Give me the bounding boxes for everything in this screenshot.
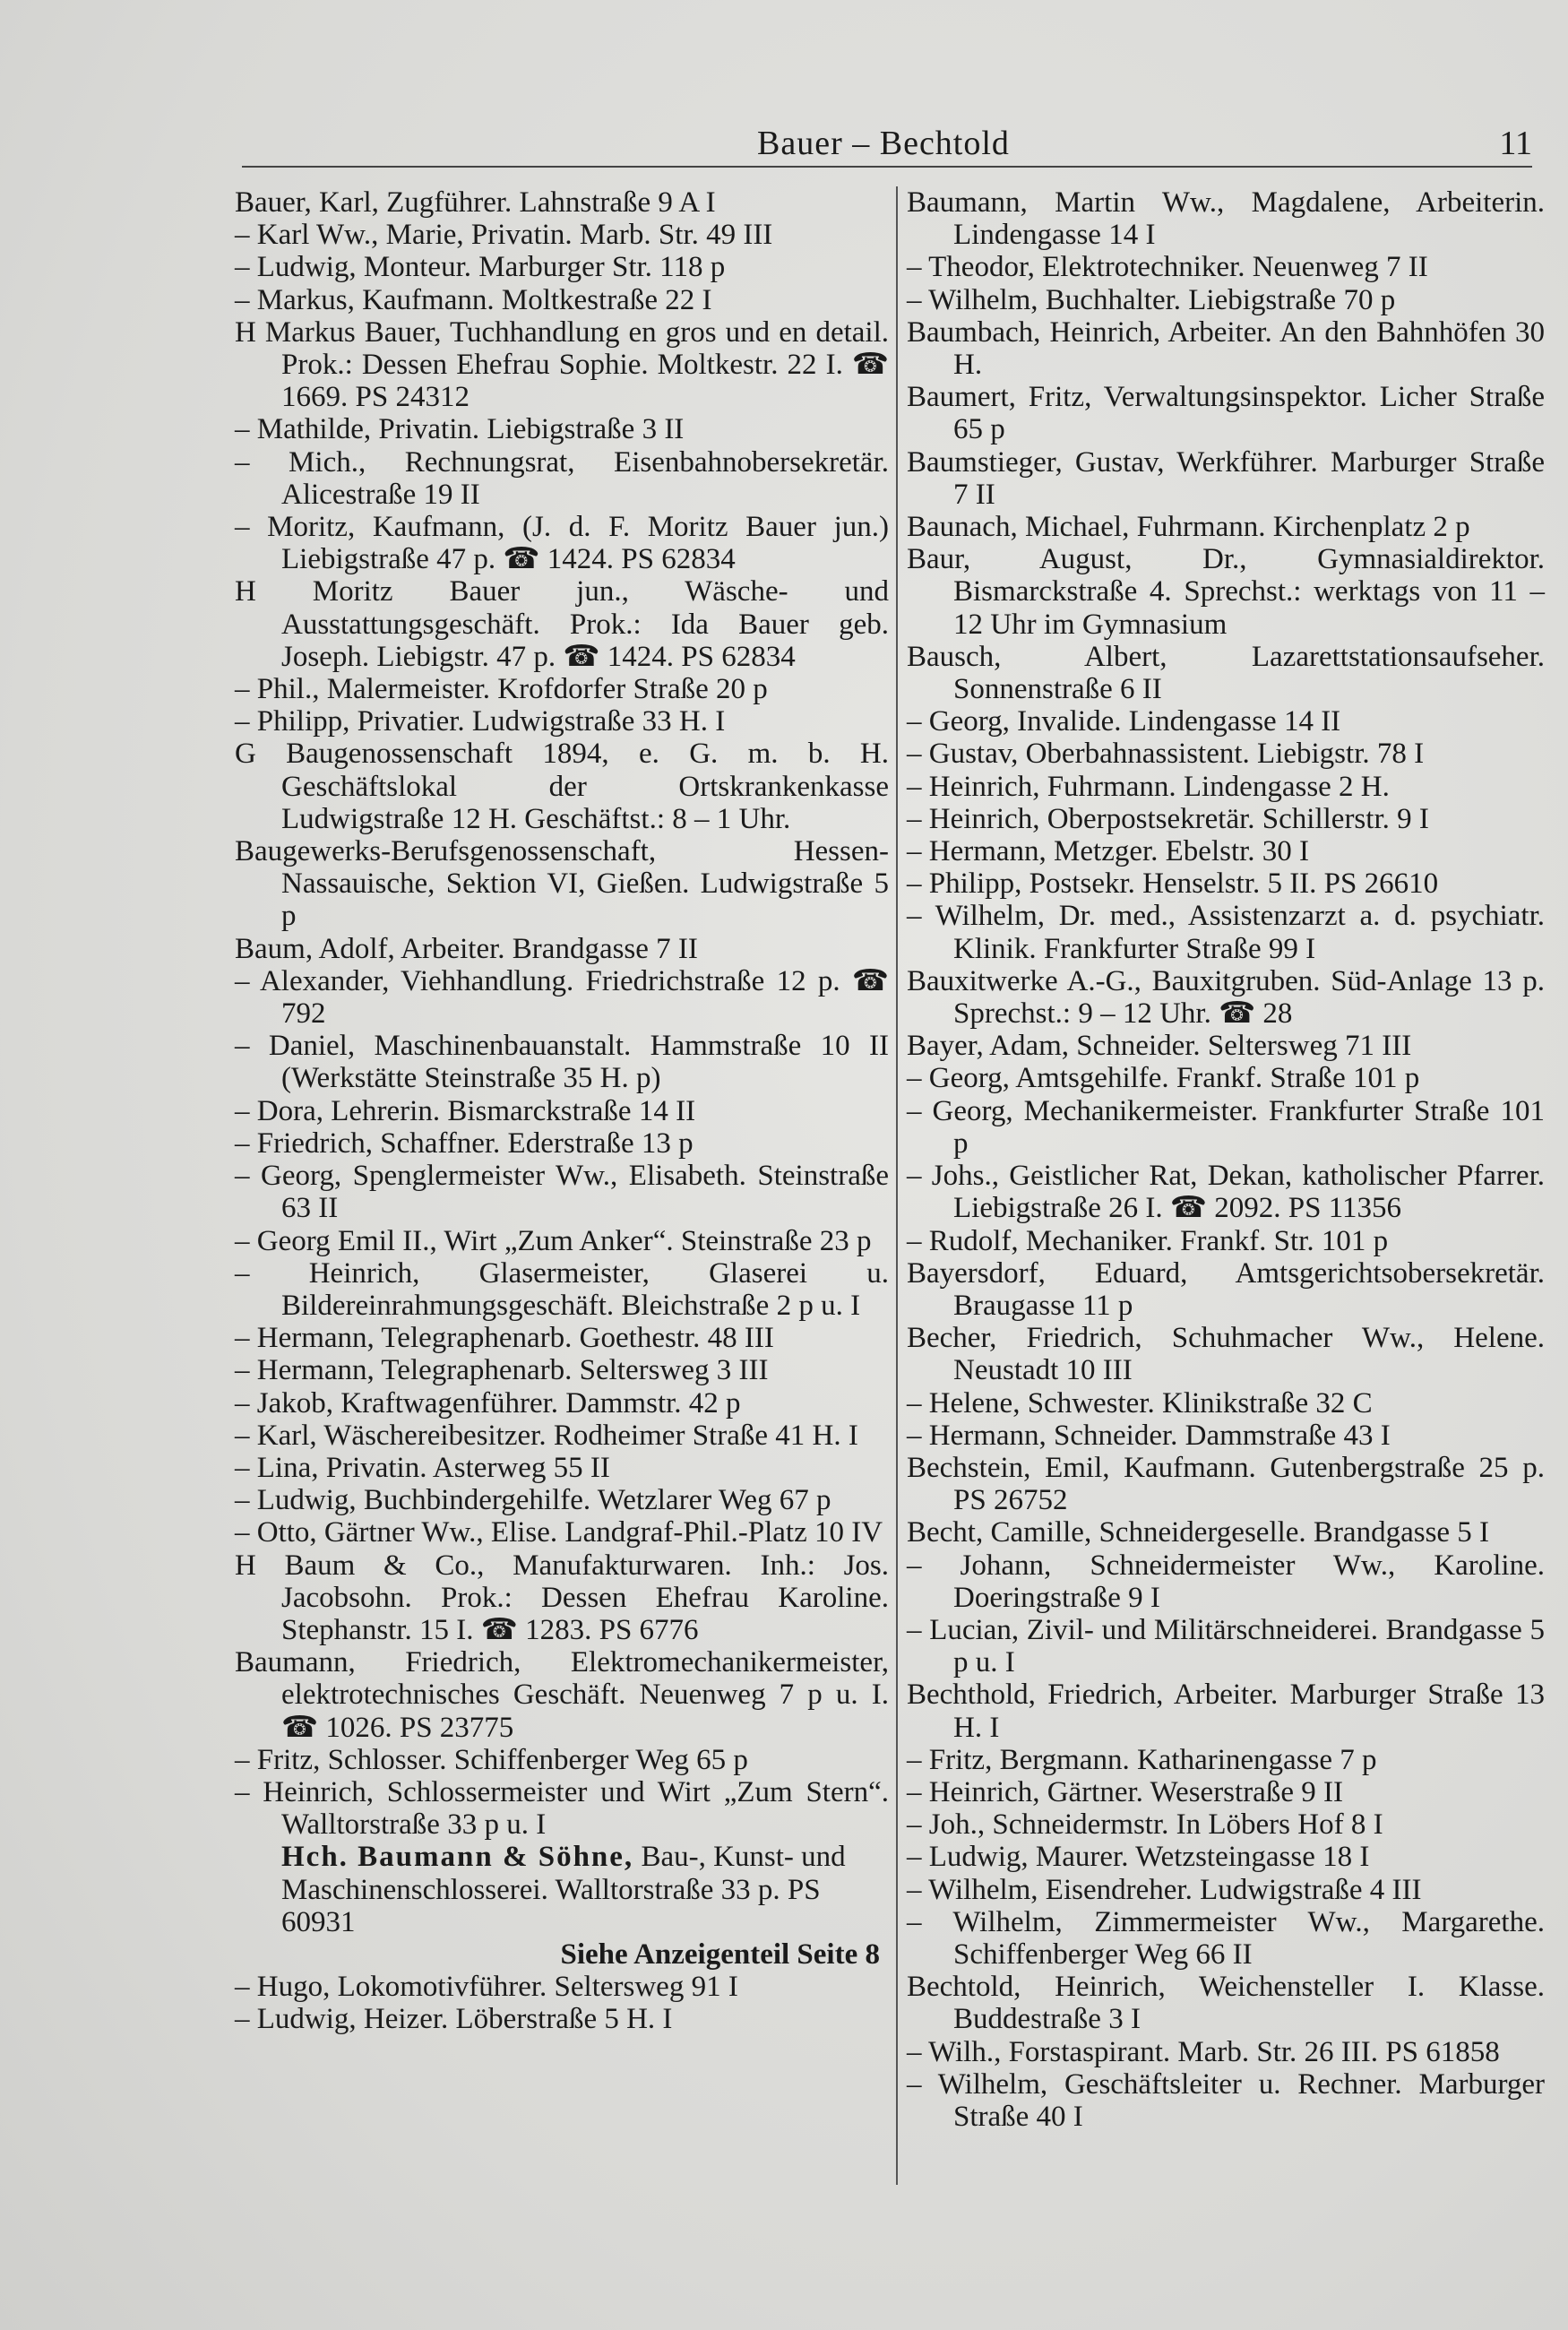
entry-text: – Hugo, Lokomotivführer. Seltersweg 91 I (235, 1971, 738, 2004)
directory-entry (235, 1420, 889, 1452)
directory-entry (907, 1516, 1545, 1549)
entry-text: – Philipp, Privatier. Ludwigstraße 33 H. I (235, 705, 726, 738)
directory-entry (907, 803, 1545, 835)
entry-text: Bauer, Karl, Zugführer. Lahnstraße 9 A I (235, 186, 716, 219)
entry-text: Baumann, Martin Ww., Magdalene, Arbeiterin. Lindengasse 14 I (907, 186, 1545, 252)
directory-entry (235, 186, 889, 219)
entry-text: G Baugenossenschaft 1894, e. G. m. b. H. Geschäftslokal der Ortskrankenkasse Ludwigstraße 12 H. Geschäftst.: 8 – 1 Uhr. (235, 738, 889, 835)
entry-text: – Georg, Invalide. Lindengasse 14 II (907, 705, 1341, 738)
directory-entry (907, 1225, 1545, 1257)
entry-text: – Wilhelm, Eisendreher. Ludwigstraße 4 III (907, 1873, 1422, 1906)
directory-entry (907, 1549, 1545, 1614)
entry-text: – Wilhelm, Geschäftsleiter u. Rechner. Marburger Straße 40 I (907, 2067, 1545, 2133)
entry-text: – Hermann, Schneider. Dammstraße 43 I (907, 1419, 1391, 1452)
directory-entry (907, 2068, 1545, 2133)
directory-entry (235, 1160, 889, 1224)
directory-entry (907, 1841, 1545, 1873)
entry-text: Baum, Adolf, Arbeiter. Brandgasse 7 II (235, 932, 698, 965)
entry-text: – Theodor, Elektrotechniker. Neuenweg 7 II (907, 251, 1428, 284)
ad-reference: Siehe Anzeigenteil Seite 8 (560, 1937, 880, 1971)
entry-text: – Georg, Spenglermeister Ww., Elisabeth. Steinstraße 63 II (235, 1160, 889, 1225)
directory-entry (235, 738, 889, 835)
entry-text: – Georg Emil II., Wirt „Zum Anker“. Steinstraße 23 p (235, 1224, 872, 1257)
directory-entry (235, 1127, 889, 1160)
directory-entry (907, 1030, 1545, 1062)
directory-entry (235, 1549, 889, 1647)
directory-entry (235, 1354, 889, 1386)
directory-entry (907, 2036, 1545, 2068)
entry-text: – Gustav, Oberbahnassistent. Liebigstr. 78 I (907, 738, 1425, 771)
directory-entry (907, 1906, 1545, 1971)
entry-text: – Philipp, Postsekr. Henselstr. 5 II. PS 26610 (907, 867, 1439, 901)
entry-text: – Georg, Amtsgehilfe. Frankf. Straße 101 p (907, 1062, 1420, 1095)
entry-text: – Ludwig, Buchbindergehilfe. Wetzlarer Weg 67 p (235, 1484, 831, 1517)
left-column (235, 186, 889, 2036)
page-header (242, 124, 1532, 165)
entry-text: Bauxitwerke A.-G., Bauxitgruben. Süd-Anlage 13 p. Sprechst.: 9 – 12 Uhr. ☎ 28 (907, 964, 1545, 1031)
entry-text: Baumstieger, Gustav, Werkführer. Marburger Straße 7 II (907, 445, 1545, 511)
directory-entry (907, 867, 1545, 900)
entry-text: Becher, Friedrich, Schuhmacher Ww., Helene. Neustadt 10 III (907, 1322, 1545, 1387)
directory-entry (907, 1322, 1545, 1386)
directory-entry (235, 1322, 889, 1354)
entry-text: Bechstein, Emil, Kaufmann. Gutenbergstraße 25 p. PS 26752 (907, 1451, 1545, 1517)
directory-entry (907, 1971, 1545, 2035)
entry-text: – Hermann, Metzger. Ebelstr. 30 I (907, 835, 1310, 868)
entry-text: – Jakob, Kraftwagenführer. Dammstr. 42 p (235, 1386, 741, 1420)
entry-text: – Helene, Schwester. Klinikstraße 32 C (907, 1386, 1373, 1420)
directory-entry (235, 413, 889, 445)
left-entries (235, 186, 889, 1841)
entry-text: – Fritz, Schlosser. Schiffenberger Weg 65 p (235, 1743, 748, 1776)
entry-text: – Alexander, Viehhandlung. Friedrichstraße 12 p. ☎ 792 (235, 964, 889, 1031)
advertisement-entry (235, 1841, 889, 1938)
entry-text: – Georg, Mechanikermeister. Frankfurter Straße 101 p (907, 1094, 1545, 1160)
directory-entry (907, 316, 1545, 381)
entry-text: – Ludwig, Maurer. Wetzsteingasse 18 I (907, 1841, 1370, 1874)
directory-entry (235, 219, 889, 251)
directory-entry (235, 1776, 889, 1841)
entry-text: – Markus, Kaufmann. Moltkestraße 22 I (235, 283, 712, 316)
directory-entry (907, 771, 1545, 803)
ad-firm-text: Bau-, Kunst- und Maschinenschlosserei. Walltorstraße 33 p. PS 60931 (281, 1841, 846, 1938)
directory-entry (907, 900, 1545, 964)
entry-text: – Wilh., Forstaspirant. Marb. Str. 26 III. PS 61858 (907, 2035, 1500, 2068)
directory-entry (907, 511, 1545, 543)
entry-text: – Heinrich, Gärtner. Weserstraße 9 II (907, 1775, 1343, 1808)
directory-entry (907, 1387, 1545, 1420)
directory-entry (907, 1744, 1545, 1776)
entry-text: – Heinrich, Glasermeister, Glaserei u. Bildereinrahmungsgeschäft. Bleichstraße 2 p u. I (235, 1256, 889, 1322)
directory-entry (907, 251, 1545, 283)
entry-text: Baumann, Friedrich, Elektromechanikermeister, elektrotechnisches Geschäft. Neuenweg 7 p u. I. ☎ 1026. PS 23775 (235, 1646, 889, 1744)
directory-entry (907, 641, 1545, 705)
entry-text: H Moritz Bauer jun., Wäsche- und Ausstattungsgeschäft. Prok.: Ida Bauer geb. Joseph. Liebigstr. 47 p. ☎ 1424. PS 62834 (235, 575, 889, 673)
entry-text: – Mich., Rechnungsrat, Eisenbahnobersekretär. Alicestraße 19 II (235, 445, 889, 511)
directory-entry (907, 1678, 1545, 1743)
entry-text: – Johann, Schneidermeister Ww., Karoline. Doeringstraße 9 I (907, 1549, 1545, 1614)
directory-entry (907, 446, 1545, 511)
directory-entry (907, 186, 1545, 251)
column-divider (896, 186, 898, 2185)
entry-text: Bayer, Adam, Schneider. Seltersweg 71 III (907, 1030, 1412, 1063)
entry-text: – Moritz, Kaufmann, (J. d. F. Moritz Bauer jun.) Liebigstraße 47 p. ☎ 1424. PS 62834 (235, 511, 889, 576)
directory-entry (907, 381, 1545, 445)
directory-entry (907, 1420, 1545, 1452)
directory-entry (235, 835, 889, 933)
entry-text: – Wilhelm, Dr. med., Assistenzarzt a. d. psychiatr. Klinik. Frankfurter Straße 99 I (907, 900, 1545, 965)
directory-entry (235, 1452, 889, 1484)
entry-text: – Heinrich, Oberpostsekretär. Schillerstr. 9 I (907, 802, 1429, 835)
entry-text: – Hermann, Telegraphenarb. Goethestr. 48 III (235, 1322, 774, 1355)
directory-entry (235, 575, 889, 673)
directory-entry (907, 1452, 1545, 1516)
directory-entry (235, 1516, 889, 1549)
directory-entry (235, 1257, 889, 1322)
header-rule (242, 166, 1532, 168)
entry-text: Baunach, Michael, Fuhrmann. Kirchenplatz 2 p (907, 511, 1470, 544)
directory-entry (235, 673, 889, 705)
entry-text: Becht, Camille, Schneidergeselle. Brandgasse 5 I (907, 1516, 1490, 1549)
directory-entry (235, 1971, 889, 2003)
entry-text: Baur, August, Dr., Gymnasialdirektor. Bismarckstraße 4. Sprechst.: werktags von 11 – 12 Uhr im Gymnasium (907, 543, 1545, 641)
entry-text: – Heinrich, Schlossermeister und Wirt „Zum Stern“. Walltorstraße 33 p u. I (235, 1775, 889, 1842)
directory-entry (907, 1614, 1545, 1678)
directory-entry (907, 1776, 1545, 1808)
entry-text: – Heinrich, Fuhrmann. Lindengasse 2 H. (907, 770, 1390, 803)
entry-text: – Karl, Wäschereibesitzer. Rodheimer Straße 41 H. I (235, 1419, 858, 1452)
entry-text: H Baum & Co., Manufakturwaren. Inh.: Jos. Jacobsohn. Prok.: Dessen Ehefrau Karoline. Stephanstr. 15 I. ☎ 1283. PS 6776 (235, 1549, 889, 1646)
directory-entry (907, 1874, 1545, 1906)
entry-text: – Karl Ww., Marie, Privatin. Marb. Str. 49 III (235, 219, 773, 252)
entry-text: Bechtold, Heinrich, Weichensteller I. Klasse. Buddestraße 3 I (907, 1971, 1545, 2036)
entry-text: – Otto, Gärtner Ww., Elise. Landgraf-Phil.-Platz 10 IV (235, 1516, 883, 1549)
entry-text: H Markus Bauer, Tuchhandlung en gros und en detail. Prok.: Dessen Ehefrau Sophie. Moltkestr. 22 I. ☎ 1669. PS 24312 (235, 315, 889, 414)
right-entries (907, 186, 1545, 2133)
entry-text: – Joh., Schneidermstr. In Löbers Hof 8 I (907, 1808, 1383, 1842)
directory-entry (235, 1095, 889, 1127)
directory-entry (907, 965, 1545, 1030)
running-head: Bauer – Bechtold (757, 125, 1010, 162)
directory-entry (235, 1387, 889, 1420)
entry-text: – Lina, Privatin. Asterweg 55 II (235, 1451, 610, 1484)
directory-entry (235, 446, 889, 511)
directory-entry (235, 511, 889, 575)
entry-text: – Mathilde, Privatin. Liebigstraße 3 II (235, 413, 685, 446)
directory-entry (235, 284, 889, 316)
entry-text: – Ludwig, Monteur. Marburger Str. 118 p (235, 251, 726, 284)
directory-entry (907, 835, 1545, 867)
directory-entry (907, 1062, 1545, 1094)
directory-entry (907, 1095, 1545, 1160)
directory-entry (907, 1257, 1545, 1322)
directory-entry (235, 251, 889, 283)
directory-entry (235, 1646, 889, 1744)
entry-text: – Dora, Lehrerin. Bismarckstraße 14 II (235, 1094, 696, 1127)
right-column (907, 186, 1545, 2133)
entry-text: – Rudolf, Mechaniker. Frankf. Str. 101 p (907, 1224, 1389, 1257)
entry-text: – Wilhelm, Zimmermeister Ww., Margarethe. Schiffenberger Weg 66 II (907, 1905, 1545, 1971)
directory-entry (235, 1744, 889, 1776)
directory-entry (235, 965, 889, 1030)
entry-text: Baugewerks-Berufsgenossenschaft, Hessen-Nassauische, Sektion VI, Gießen. Ludwigstraße 5 p (235, 835, 889, 933)
entry-text: Bausch, Albert, Lazarettstationsaufseher. Sonnenstraße 6 II (907, 640, 1545, 706)
entry-text: – Fritz, Bergmann. Katharinengasse 7 p (907, 1743, 1377, 1776)
entry-text: – Wilhelm, Buchhalter. Liebigstraße 70 p (907, 283, 1396, 316)
entry-text: – Phil., Malermeister. Krofdorfer Straße 20 p (235, 673, 768, 706)
directory-entry (235, 2003, 889, 2035)
entry-text: Bechthold, Friedrich, Arbeiter. Marburger Straße 13 H. I (907, 1678, 1545, 1744)
entry-text: – Hermann, Telegraphenarb. Seltersweg 3 III (235, 1354, 769, 1387)
directory-entry (235, 1225, 889, 1257)
entry-text: – Johs., Geistlicher Rat, Dekan, katholischer Pfarrer. Liebigstraße 26 I. ☎ 2092. PS 11356 (907, 1160, 1545, 1225)
directory-entry (907, 738, 1545, 770)
entry-text: – Daniel, Maschinenbauanstalt. Hammstraße 10 II (Werkstätte Steinstraße 35 H. p) (235, 1030, 889, 1095)
entry-text: – Friedrich, Schaffner. Ederstraße 13 p (235, 1126, 694, 1160)
directory-entry (235, 1484, 889, 1516)
ad-firm-name: Hch. Baumann & Söhne, (281, 1841, 634, 1874)
directory-entry (235, 1030, 889, 1094)
entry-text: – Ludwig, Heizer. Löberstraße 5 H. I (235, 2003, 673, 2036)
directory-entry (907, 543, 1545, 641)
directory-entry (235, 705, 889, 738)
directory-entry (235, 316, 889, 414)
entry-text: Bayersdorf, Eduard, Amtsgerichtsobersekretär. Braugasse 11 p (907, 1256, 1545, 1322)
entry-text: Baumbach, Heinrich, Arbeiter. An den Bahnhöfen 30 H. (907, 315, 1545, 382)
entry-text: Baumert, Fritz, Verwaltungsinspektor. Licher Straße 65 p (907, 381, 1545, 446)
directory-entry (907, 1808, 1545, 1841)
page-number: 11 (1499, 125, 1532, 162)
directory-entry (907, 284, 1545, 316)
left-tail-entries (235, 1971, 889, 2035)
directory-entry (235, 933, 889, 965)
directory-entry (907, 1160, 1545, 1224)
entry-text: – Lucian, Zivil- und Militärschneiderei. Brandgasse 5 p u. I (907, 1613, 1545, 1679)
directory-entry (907, 705, 1545, 738)
